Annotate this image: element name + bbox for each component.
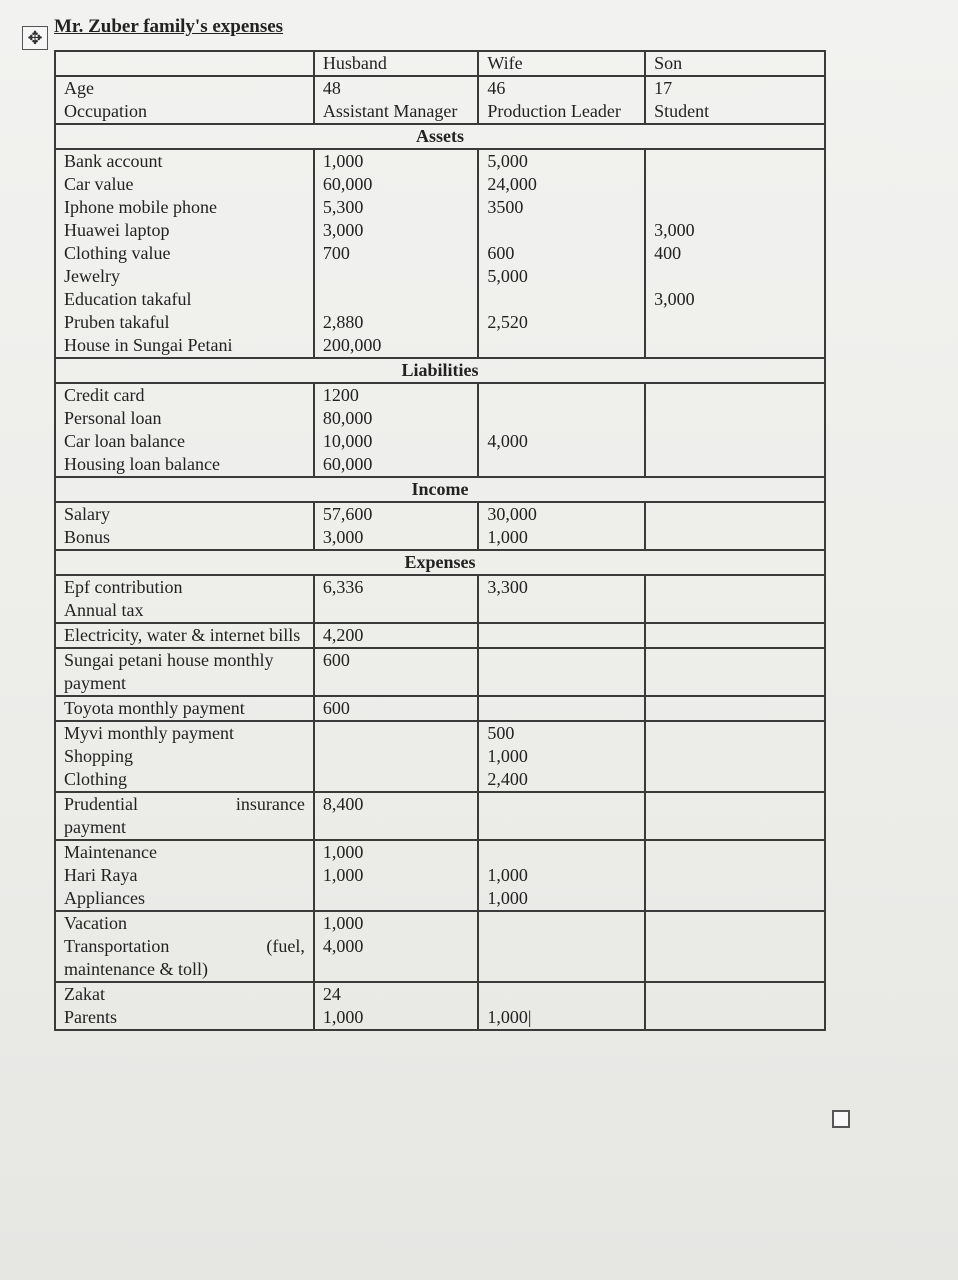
value-cell — [654, 196, 816, 219]
value-cell — [654, 503, 816, 526]
list-item: House in Sungai Petani — [64, 335, 233, 355]
document-title: Mr. Zuber family's expenses — [54, 16, 284, 37]
table-row — [55, 911, 825, 982]
section-liabilities: Liabilities — [55, 358, 825, 383]
section-assets: Assets — [55, 124, 825, 149]
list-item: Education takaful — [64, 289, 192, 309]
value-cell: 3500 — [487, 197, 524, 217]
table-row — [55, 599, 825, 623]
income-labels — [55, 502, 314, 550]
assets-husband — [314, 149, 479, 358]
section-row-liabilities — [55, 358, 825, 383]
value-cell — [654, 150, 816, 173]
list-item: Huawei laptop — [64, 220, 170, 240]
header-husband: Husband — [314, 51, 479, 76]
table-row — [55, 792, 825, 840]
value-cell: 1,000 — [322, 151, 364, 171]
row-label: Epf contribution — [55, 575, 314, 599]
list-item: Bank account — [64, 151, 163, 171]
value-cell: 24,000 — [487, 174, 537, 194]
value-cell — [314, 599, 479, 623]
value-cell: 3,300 — [478, 575, 645, 599]
assets-labels — [55, 149, 314, 358]
value-cell — [478, 696, 645, 721]
value-cell: 8,400 — [314, 792, 479, 840]
value-cell: 24 1,000 — [314, 982, 479, 1030]
income-son — [645, 502, 825, 550]
value-cell: 700 — [322, 243, 350, 263]
list-item: Bonus — [64, 527, 111, 547]
value-cell — [645, 840, 825, 911]
table-resize-handle-icon[interactable] — [832, 1110, 850, 1128]
value-cell: 60,000 — [322, 174, 373, 194]
value-cell: 5,000 — [487, 266, 528, 286]
expenses-table[interactable] — [54, 50, 826, 1031]
liabilities-husband — [314, 383, 479, 477]
table-move-handle-icon[interactable]: ✥ — [22, 26, 48, 50]
value-cell — [478, 648, 645, 696]
profile-row — [55, 76, 825, 124]
value-cell: 1,000 1,000 — [314, 840, 479, 911]
value-cell — [645, 696, 825, 721]
assets-son — [645, 149, 825, 358]
list-item: Personal loan — [64, 408, 162, 428]
list-item: Pruben takaful — [64, 312, 170, 332]
section-row-expenses — [55, 550, 825, 575]
value-cell — [654, 407, 816, 430]
value-cell: 4,200 — [314, 623, 479, 648]
header-son: Son — [645, 51, 825, 76]
liabilities-wife — [478, 383, 645, 477]
header-blank — [55, 51, 314, 76]
value-cell: 3,000 — [654, 220, 695, 240]
list-item: Clothing value — [64, 243, 171, 263]
section-row-assets — [55, 124, 825, 149]
list-item: Iphone mobile phone — [64, 197, 217, 217]
value-cell — [645, 792, 825, 840]
table-header-row — [55, 51, 825, 76]
value-cell: 10,000 — [322, 431, 373, 451]
occupation-label: Occupation — [64, 101, 147, 121]
value-cell — [645, 623, 825, 648]
value-cell — [487, 334, 636, 357]
table-row — [55, 696, 825, 721]
value-cell — [654, 430, 816, 453]
value-cell: 80,000 — [322, 408, 373, 428]
value-cell: 57,600 — [322, 504, 373, 524]
value-cell — [654, 173, 816, 196]
value-cell: 500 1,000 2,400 — [478, 721, 645, 792]
value-cell: 1,000 — [487, 527, 528, 547]
value-cell — [654, 453, 816, 476]
value-cell: 1200 — [322, 385, 359, 405]
value-cell — [645, 982, 825, 1030]
wife-occupation: Production Leader — [487, 101, 621, 121]
profile-wife — [478, 76, 645, 124]
list-item: Car value — [64, 174, 134, 194]
value-cell — [478, 623, 645, 648]
table-row — [55, 721, 825, 792]
value-cell: 5,000 — [487, 151, 528, 171]
list-item: Jewelry — [64, 266, 120, 286]
value-cell: 1,000| — [478, 982, 645, 1030]
row-label: Electricity, water & internet bills — [55, 623, 314, 648]
son-occupation: Student — [654, 101, 710, 121]
husband-occupation: Assistant Manager — [322, 101, 458, 121]
profile-son — [645, 76, 825, 124]
value-cell — [645, 648, 825, 696]
table-row — [55, 623, 825, 648]
value-cell: 6,336 — [314, 575, 479, 599]
table-row — [55, 982, 825, 1030]
value-cell — [645, 721, 825, 792]
age-label: Age — [64, 78, 94, 98]
value-cell — [314, 721, 479, 792]
value-cell — [478, 599, 645, 623]
value-cell: 3,000 — [654, 289, 695, 309]
value-cell: 1,000 4,000 — [314, 911, 479, 982]
liabilities-son — [645, 383, 825, 477]
table-row — [55, 575, 825, 599]
income-husband — [314, 502, 479, 550]
row-label: Maintenance Hari Raya Appliances — [55, 840, 314, 911]
value-cell — [645, 911, 825, 982]
table-row — [55, 648, 825, 696]
liabilities-labels — [55, 383, 314, 477]
value-cell — [487, 407, 636, 430]
value-cell: 60,000 — [322, 454, 373, 474]
value-cell: 5,300 — [322, 197, 364, 217]
liabilities-block — [55, 383, 825, 477]
income-wife — [478, 502, 645, 550]
value-cell — [487, 219, 636, 242]
value-cell — [654, 311, 816, 334]
value-cell: 4,000 — [487, 431, 528, 451]
value-cell: 600 — [314, 648, 479, 696]
list-item: Housing loan balance — [64, 454, 220, 474]
list-item: Salary — [64, 504, 110, 524]
header-wife: Wife — [478, 51, 645, 76]
row-label: Vacation Transportation (fuel, maintenance & toll) — [55, 911, 314, 982]
value-cell — [478, 911, 645, 982]
value-cell: 3,000 — [322, 527, 364, 547]
value-cell — [478, 792, 645, 840]
row-label: Zakat Parents — [55, 982, 314, 1030]
value-cell — [487, 384, 636, 407]
value-cell: 2,880 — [322, 312, 364, 332]
value-cell — [323, 265, 470, 288]
row-label: Myvi monthly payment Shopping Clothing — [55, 721, 314, 792]
value-cell: 30,000 — [487, 504, 537, 524]
value-cell: 400 — [654, 243, 682, 263]
value-cell — [645, 575, 825, 599]
value-cell — [654, 265, 816, 288]
assets-wife — [478, 149, 645, 358]
value-cell — [654, 334, 816, 357]
row-label: Prudential insurance payment — [55, 792, 314, 840]
profile-husband — [314, 76, 479, 124]
section-income: Income — [55, 477, 825, 502]
value-cell: 200,000 — [322, 335, 382, 355]
son-age: 17 — [654, 78, 673, 98]
row-label: Annual tax — [55, 599, 314, 623]
list-item: Credit card — [64, 385, 145, 405]
value-cell: 2,520 — [487, 312, 528, 332]
row-label: Toyota monthly payment — [55, 696, 314, 721]
section-expenses: Expenses — [55, 550, 825, 575]
profile-labels — [55, 76, 314, 124]
value-cell — [487, 453, 636, 476]
value-cell — [654, 384, 816, 407]
list-item: Car loan balance — [64, 431, 185, 451]
assets-block — [55, 149, 825, 358]
table-row — [55, 840, 825, 911]
value-cell — [323, 288, 470, 311]
value-cell: 3,000 — [322, 220, 364, 240]
value-cell: 1,000 1,000 — [478, 840, 645, 911]
husband-age: 48 — [322, 78, 341, 98]
section-row-income — [55, 477, 825, 502]
value-cell — [654, 526, 816, 549]
wife-age: 46 — [487, 78, 506, 98]
row-label: Sungai petani house monthly payment — [55, 648, 314, 696]
income-block — [55, 502, 825, 550]
value-cell — [645, 599, 825, 623]
value-cell: 600 — [314, 696, 479, 721]
value-cell — [487, 288, 636, 311]
value-cell: 600 — [487, 243, 515, 263]
